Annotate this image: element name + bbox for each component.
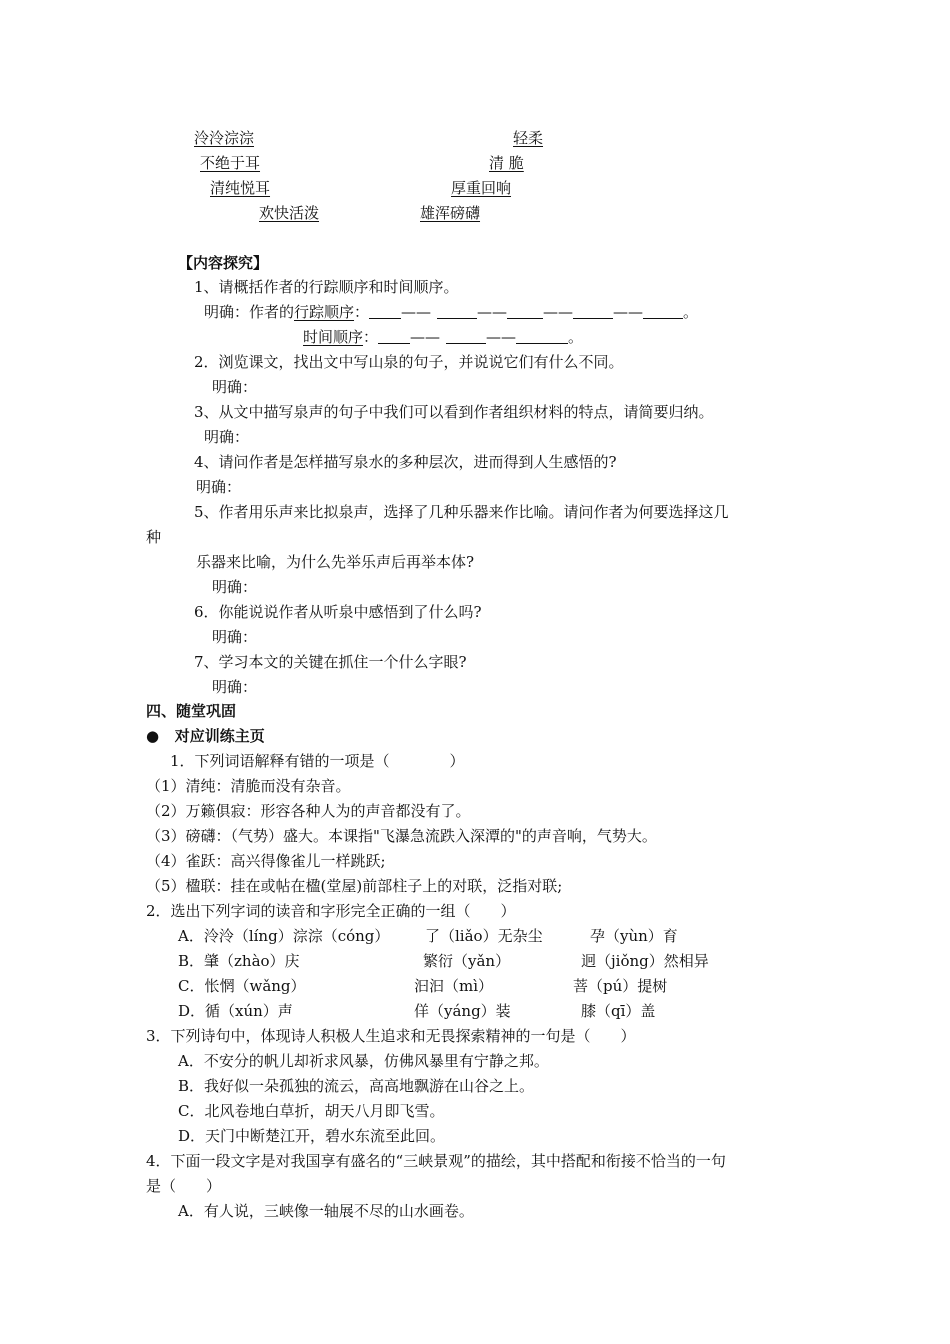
exercise-option: C．北风卷地白草折，胡天八月即飞雪。: [178, 1102, 445, 1120]
fill-blank[interactable]: [516, 329, 568, 344]
vocab-word: 清 脆: [489, 154, 524, 172]
question: 5、作者用乐声来比拟泉声，选择了几种乐器来作比喻。请问作者为何要选择这几: [194, 503, 729, 521]
option-cell: 迥（jiǒng）然相异: [581, 952, 709, 970]
vocab-word: 欢快活泼: [259, 204, 320, 222]
answer-route-line: 明确：作者的行踪顺序： —— —— —— —— 。: [204, 303, 699, 321]
exercise-stem: 3．下列诗句中，体现诗人积极人生追求和无畏探索精神的一句是（ ）: [146, 1027, 636, 1045]
fill-blank[interactable]: [643, 304, 683, 319]
option-cell: 菩（pú）提树: [573, 977, 668, 995]
time-order-label: 时间顺序: [303, 328, 364, 346]
answer-label: 明确：: [212, 578, 258, 596]
fill-blank[interactable]: [378, 329, 410, 344]
option-cell: D．循（xún）声: [178, 1002, 293, 1020]
fill-blank[interactable]: [437, 304, 477, 319]
fill-blank[interactable]: [369, 304, 401, 319]
exercise-option: （1）清纯：清脆而没有杂音。: [146, 777, 351, 795]
vocab-word: 雄浑磅礴: [420, 204, 481, 222]
fill-blank[interactable]: [507, 304, 543, 319]
fill-blank[interactable]: [446, 329, 486, 344]
question: 7、学习本文的关键在抓住一个什么字眼?: [194, 653, 467, 671]
fill-blank[interactable]: [573, 304, 613, 319]
question: 1、请概括作者的行踪顺序和时间顺序。: [194, 278, 459, 296]
question: 3、从文中描写泉声的句子中我们可以看到作者组织材料的特点，请简要归纳。: [194, 403, 714, 421]
option-cell: 汩汩（mì）: [414, 977, 494, 995]
bullet-icon: ●: [146, 727, 160, 745]
answer-label: 明确：: [196, 478, 242, 496]
question: 4、请问作者是怎样描写泉水的多种层次，进而得到人生感悟的?: [194, 453, 617, 471]
option-cell: 膝（qī）盖: [581, 1002, 656, 1020]
answer-label: 明确：作者的: [204, 303, 295, 321]
vocab-word: 轻柔: [513, 129, 544, 147]
exercise-option: D．天门中断楚江开，碧水东流至此回。: [178, 1127, 446, 1145]
vocab-word: 不绝于耳: [200, 154, 261, 172]
section-title: 四、随堂巩固: [146, 702, 237, 720]
option-cell: 佯（yáng）装: [414, 1002, 511, 1020]
exercise-stem: 2．选出下列字词的读音和字形完全正确的一组（ ）: [146, 902, 516, 920]
exercise-option: （2）万籁俱寂：形容各种人为的声音都没有了。: [146, 802, 471, 820]
vocab-word: 厚重回响: [451, 179, 512, 197]
exercise-stem-wrap: 是（ ）: [146, 1177, 222, 1195]
answer-label: 明确：: [212, 678, 258, 696]
question-wrap: 种: [146, 528, 162, 546]
exercise-option: （5）楹联：挂在或帖在楹(堂屋)前部柱子上的对联，泛指对联;: [146, 877, 563, 895]
option-cell: 孕（yùn）育: [590, 927, 678, 945]
option-cell: 了（liǎo）无杂尘: [425, 927, 543, 945]
exercise-option: （4）雀跃：高兴得像雀儿一样跳跃;: [146, 852, 386, 870]
vocab-word: 泠泠淙淙: [194, 129, 255, 147]
question: 2．浏览课文，找出文中写山泉的句子，并说说它们有什么不同。: [194, 353, 624, 371]
exercise-option: A．有人说，三峡像一轴展不尽的山水画卷。: [178, 1202, 474, 1220]
question: 乐器来比喻，为什么先举乐声后再举本体?: [196, 553, 475, 571]
option-cell: A．泠泠（líng）淙淙（cóng）: [178, 927, 390, 945]
exercise-option: A．不安分的帆儿却祈求风暴，仿佛风暴里有宁静之邦。: [178, 1052, 549, 1070]
answer-label: 明确：: [212, 628, 258, 646]
option-cell: 繁衍（yǎn）: [423, 952, 511, 970]
answer-label: 明确：: [212, 378, 258, 396]
exercise-stem: 1．下列词语解释有错的一项是（ ）: [170, 752, 465, 770]
option-cell: C．怅惘（wǎng）: [178, 977, 306, 995]
answer-time-line: 时间顺序： —— —— 。: [303, 328, 584, 346]
route-order-label: 行踪顺序: [294, 303, 355, 321]
section-title: 【内容探究】: [178, 254, 269, 272]
exercise-option: B．我好似一朵孤独的流云，高高地飘游在山谷之上。: [178, 1077, 535, 1095]
question: 6．你能说说作者从听泉中感悟到了什么吗?: [194, 603, 482, 621]
subsection-title: ● 对应训练主页: [146, 727, 265, 745]
option-cell: B．肇（zhào）庆: [178, 952, 300, 970]
exercise-stem: 4．下面一段文字是对我国享有盛名的“三峡景观”的描绘，其中搭配和衔接不恰当的一句: [146, 1152, 726, 1170]
exercise-option: （3）磅礴：（气势）盛大。本课指"飞瀑急流跌入深潭的"的声音响，气势大。: [146, 827, 657, 845]
vocab-word: 清纯悦耳: [210, 179, 271, 197]
answer-label: 明确：: [204, 428, 250, 446]
